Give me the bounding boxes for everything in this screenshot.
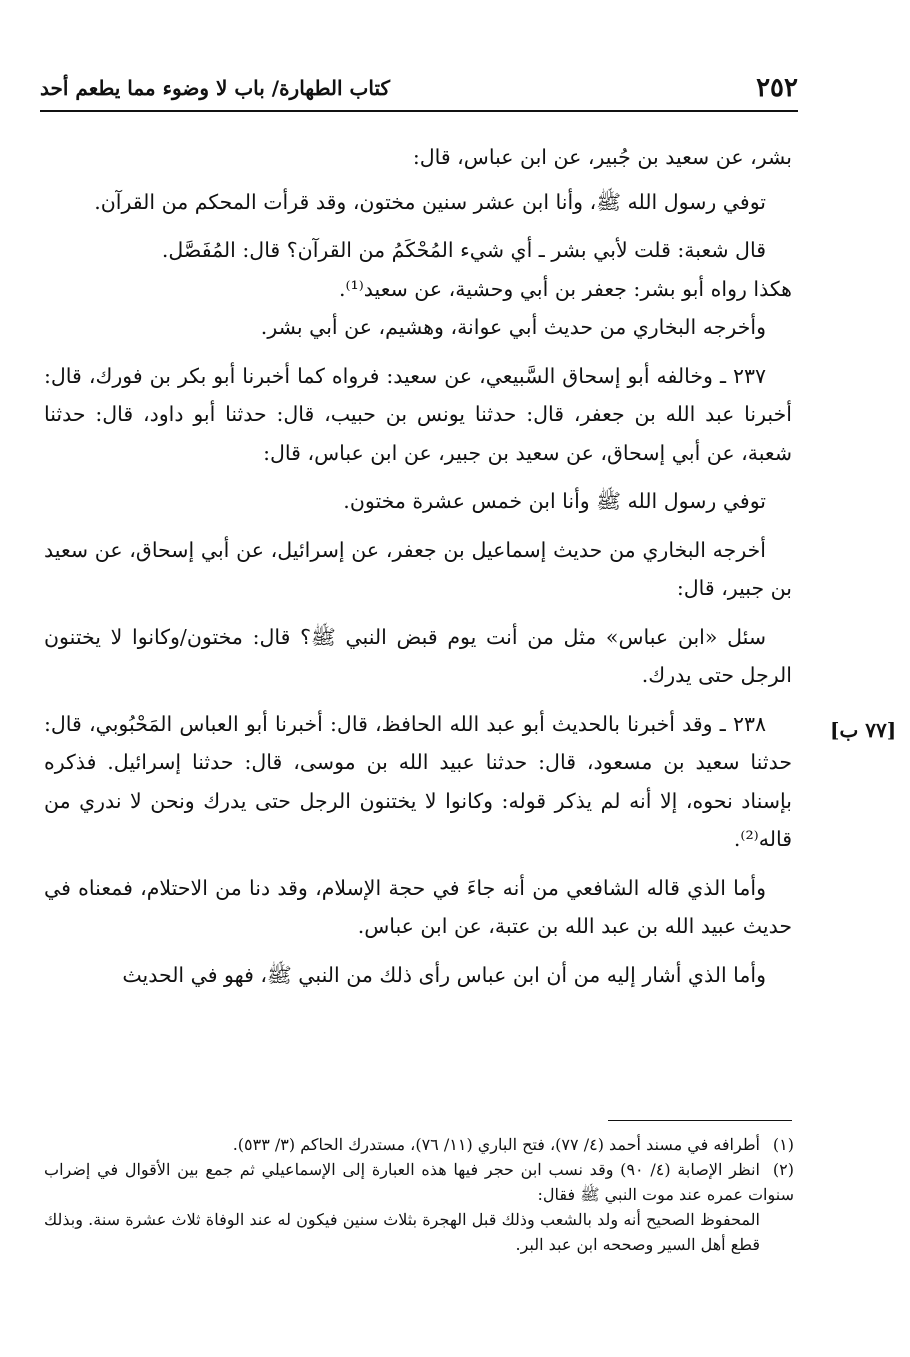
footnote-text: انظر الإصابة (٤/ ٩٠) وقد نسب ابن حجر فيها هذه العبارة إلى الإسماعيلي ثم جمع بين الأقوال في إضراب سنوات عمره عند موت النبي ﷺ فقال:	[44, 1160, 794, 1204]
paragraph-bukhari-israil: أخرجه البخاري من حديث إسماعيل بن جعفر، عن إسرائيل، عن أبي إسحاق، عن سعيد بن جبير، قال:	[44, 537, 792, 600]
footnotes	[44, 1132, 794, 1257]
hadith-quote-ibn-abbas: سئل «ابن عباس» مثل من أنت يوم قبض النبي ﷺ؟ قال: مختون/وكانوا لا يختنون الرجل حتى يدرك.	[44, 624, 792, 687]
page-number: ٢٥٢	[756, 73, 798, 103]
paragraph-final: وأما الذي أشار إليه من أن ابن عباس رأى ذلك من النبي ﷺ، فهو في الحديث	[122, 962, 766, 987]
footnote-text: أطرافه في مسند أحمد (٤/ ٧٧)، فتح الباري (١١/ ٧٦)، مستدرك الحاكم (٣/ ٥٣٣).	[232, 1135, 760, 1154]
paragraph-continuation: بشر، عن سعيد بن جُبير، عن ابن عباس، قال:	[412, 145, 792, 169]
footnote-1	[44, 1132, 794, 1157]
paragraph-bukhari-note: وأخرجه البخاري من حديث أبي عوانة، وهشيم، عن أبي بشر.	[260, 315, 766, 339]
hadith-237: ٢٣٧ ـ وخالفه أبو إسحاق السَّبيعي، عن سعيد: فرواه كما أخبرنا أبو بكر بن فورك، قال: أخبرنا عبد الله بن جعفر، قال: حدثنا يونس بن حبيب، قال: حدثنا أبو داود، قال: حدثنا شعبة، عن أبي إسحاق، عن سعيد بن جبير، عن ابن عباس، قال:	[44, 363, 792, 465]
footnote-number: (٢)	[772, 1160, 795, 1179]
hadith-238: ٢٣٨ ـ وقد أخبرنا بالحديث أبو عبد الله الحافظ، قال: أخبرنا أبو العباس المَحْبُوبي، قال: حدثنا سعيد بن مسعود، قال: حدثنا عبيد الله بن موسى، قال: حدثنا إسرائيل. فذكره بإسناد نحوه، إلا أنه لم يذكر قوله: وكانوا لا يختنون الرجل حتى يدرك ونحن لا ندري من قاله⁽²⁾.	[44, 711, 792, 851]
hadith-quote: توفي رسول الله ﷺ، وأنا ابن عشر سنين مختون، وقد قرأت المحكم من القرآن.	[94, 189, 766, 214]
running-title: كتاب الطهارة/ باب لا وضوء مما يطعم أحد	[40, 76, 391, 100]
paragraph-shuba: قال شعبة: قلت لأبي بشر ـ أي شيء المُحْكَمُ من القرآن؟ قال: المُفَصَّل.	[161, 238, 766, 262]
manuscript-folio-marker: [٧٧ ب]	[830, 718, 897, 742]
page-header	[40, 70, 798, 112]
footnote-number: (١)	[772, 1135, 794, 1154]
footnote-2-quote: المحفوظ الصحيح أنه ولد بالشعب وذلك قبل الهجرة بثلاث سنين فيكون له عند الوفاة ثلاث عشرة سنة. وبذلك قطع أهل السير وصححه ابن عبد البر.	[44, 1210, 760, 1254]
footnote-separator	[608, 1120, 792, 1121]
paragraph-shafii: وأما الذي قاله الشافعي من أنه جاءَ في حجة الإسلام، وقد دنا من الاحتلام، فمعناه في حديث عبيد الله بن عبد الله بن عتبة، عن ابن عباس.	[44, 875, 792, 938]
main-text	[44, 138, 792, 1004]
hadith-quote-237: توفي رسول الله ﷺ وأنا ابن خمس عشرة مختون.	[343, 489, 766, 513]
footnote-2	[44, 1157, 794, 1207]
paragraph-narration-note: هكذا رواه أبو بشر: جعفر بن أبي وحشية، عن سعيد⁽¹⁾.	[338, 276, 792, 301]
